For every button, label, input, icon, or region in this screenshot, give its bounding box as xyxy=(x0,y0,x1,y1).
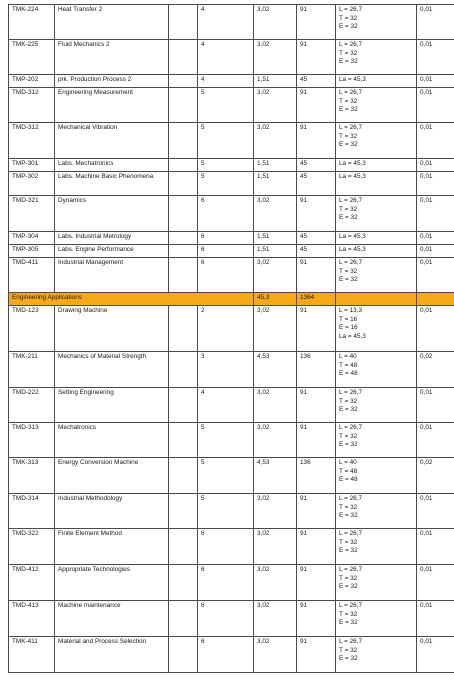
load-line: T = 48 xyxy=(339,467,358,475)
course-code: TMP-301 xyxy=(9,159,55,172)
table-row xyxy=(9,388,454,423)
empty-cell xyxy=(169,123,198,159)
course-load xyxy=(336,601,417,637)
table-row xyxy=(9,172,454,196)
course-load xyxy=(336,565,417,601)
table-row xyxy=(9,637,454,673)
course-name: Fluid Mechanics 2 xyxy=(55,40,169,75)
empty-cell xyxy=(169,5,198,40)
table-row xyxy=(9,196,454,232)
course-credits: 3,02 xyxy=(254,565,297,601)
course-code: TMD-321 xyxy=(9,196,55,232)
empty-cell xyxy=(169,172,198,196)
table-row xyxy=(9,5,454,40)
course-load xyxy=(336,123,417,159)
table-row xyxy=(9,123,454,159)
course-load xyxy=(336,232,417,245)
course-semester: 5 xyxy=(198,159,254,172)
empty-cell xyxy=(169,565,198,601)
course-name: Machine maintenance xyxy=(55,601,169,637)
course-credits: 3,02 xyxy=(254,258,297,293)
course-hours: 91 xyxy=(297,306,336,352)
load-line: L = 26,7 xyxy=(339,89,363,96)
course-load xyxy=(336,88,417,123)
course-semester: 6 xyxy=(198,196,254,232)
course-code: TMP-202 xyxy=(9,75,55,88)
table-row xyxy=(9,306,454,352)
course-hours: 91 xyxy=(297,258,336,293)
table-row xyxy=(9,565,454,601)
load-line: E = 32 xyxy=(339,141,358,148)
load-line: L = 26,7 xyxy=(339,602,363,609)
course-hours: 91 xyxy=(297,529,336,565)
course-ratio: 0,01 xyxy=(417,5,454,40)
table-row xyxy=(9,159,454,172)
load-line: L = 26,7 xyxy=(339,424,363,431)
course-hours: 45 xyxy=(297,232,336,245)
course-hours: 91 xyxy=(297,388,336,423)
course-load xyxy=(336,5,417,40)
load-line: T = 32 xyxy=(339,503,358,511)
course-load xyxy=(336,423,417,458)
load-line: E = 32 xyxy=(339,58,358,65)
course-load xyxy=(336,352,417,388)
course-credits: 3,02 xyxy=(254,5,297,40)
course-code: TMD-312 xyxy=(9,88,55,123)
table-row xyxy=(9,458,454,494)
course-ratio: 0,01 xyxy=(417,423,454,458)
load-line: T = 32 xyxy=(339,132,358,140)
course-code: TMK-411 xyxy=(9,637,55,673)
load-line: L = 13,3 xyxy=(339,307,363,314)
load-line: L = 26,7 xyxy=(339,495,363,502)
course-name: Mechanics of Material Strength xyxy=(55,352,169,388)
course-code: TMK-313 xyxy=(9,458,55,494)
load-line: E = 32 xyxy=(339,23,358,30)
course-credits: 1,51 xyxy=(254,172,297,196)
course-name: Industrial Management xyxy=(55,258,169,293)
course-credits: 3,02 xyxy=(254,40,297,75)
course-ratio: 0,01 xyxy=(417,494,454,529)
course-semester: 4 xyxy=(198,75,254,88)
section-label: Engineering Applications xyxy=(9,293,254,306)
load-line: E = 32 xyxy=(339,406,358,413)
table-row xyxy=(9,423,454,458)
course-semester: 2 xyxy=(198,306,254,352)
course-ratio: 0,01 xyxy=(417,529,454,565)
section-ratio-cell xyxy=(417,293,454,306)
course-ratio: 0,01 xyxy=(417,258,454,293)
course-name: Industrial Methodology xyxy=(55,494,169,529)
course-ratio: 0,01 xyxy=(417,75,454,88)
curriculum-sheet xyxy=(8,4,448,673)
load-line: E = 32 xyxy=(339,106,358,113)
empty-cell xyxy=(169,601,198,637)
load-line: L = 26,7 xyxy=(339,197,363,204)
course-semester: 6 xyxy=(198,232,254,245)
empty-cell xyxy=(169,196,198,232)
course-load xyxy=(336,458,417,494)
course-credits: 1,51 xyxy=(254,232,297,245)
load-line: T = 32 xyxy=(339,538,358,546)
course-ratio: 0,01 xyxy=(417,40,454,75)
course-hours: 91 xyxy=(297,494,336,529)
load-line: L = 40 xyxy=(339,459,357,466)
load-line: E = 32 xyxy=(339,214,358,221)
course-load xyxy=(336,172,417,196)
load-line: E = 32 xyxy=(339,619,358,626)
course-load xyxy=(336,196,417,232)
course-name: Heat Transfer 2 xyxy=(55,5,169,40)
load-line: E = 32 xyxy=(339,655,358,662)
course-semester: 3 xyxy=(198,352,254,388)
load-line: T = 32 xyxy=(339,14,358,22)
course-hours: 45 xyxy=(297,245,336,258)
table-row xyxy=(9,494,454,529)
load-line: La = 45,3 xyxy=(339,76,366,83)
course-hours: 45 xyxy=(297,75,336,88)
course-credits: 1,51 xyxy=(254,75,297,88)
load-line: T = 32 xyxy=(339,267,358,275)
course-credits: 3,02 xyxy=(254,196,297,232)
load-line: L = 26,7 xyxy=(339,566,363,573)
load-line: L = 26,7 xyxy=(339,389,363,396)
load-line: T = 32 xyxy=(339,397,358,405)
course-ratio: 0,01 xyxy=(417,123,454,159)
course-credits: 4,53 xyxy=(254,458,297,494)
empty-cell xyxy=(169,458,198,494)
load-line: T = 32 xyxy=(339,205,358,213)
load-line: E = 32 xyxy=(339,276,358,283)
course-code: TMD-413 xyxy=(9,601,55,637)
empty-cell xyxy=(169,529,198,565)
course-load xyxy=(336,159,417,172)
course-semester: 4 xyxy=(198,388,254,423)
load-line: E = 32 xyxy=(339,441,358,448)
course-credits: 3,02 xyxy=(254,123,297,159)
course-ratio: 0,01 xyxy=(417,637,454,673)
course-code: TMD-322 xyxy=(9,529,55,565)
course-credits: 3,02 xyxy=(254,529,297,565)
course-semester: 6 xyxy=(198,258,254,293)
course-hours: 91 xyxy=(297,601,336,637)
course-credits: 3,02 xyxy=(254,306,297,352)
course-name: Energy Conversion Machine xyxy=(55,458,169,494)
load-line: T = 32 xyxy=(339,646,358,654)
table-row xyxy=(9,258,454,293)
course-hours: 91 xyxy=(297,40,336,75)
course-ratio: 0,01 xyxy=(417,196,454,232)
course-ratio: 0,02 xyxy=(417,458,454,494)
course-load xyxy=(336,529,417,565)
course-credits: 3,02 xyxy=(254,637,297,673)
load-line: L = 26,7 xyxy=(339,6,363,13)
empty-cell xyxy=(169,258,198,293)
course-hours: 91 xyxy=(297,196,336,232)
course-code: TMD-222 xyxy=(9,388,55,423)
table-row xyxy=(9,40,454,75)
load-line: La = 45,3 xyxy=(339,246,366,253)
section-credits: 45,3 xyxy=(254,293,297,306)
load-line: T = 32 xyxy=(339,97,358,105)
course-load xyxy=(336,494,417,529)
course-credits: 1,51 xyxy=(254,159,297,172)
load-line: L = 26,7 xyxy=(339,124,363,131)
course-hours: 91 xyxy=(297,5,336,40)
load-line: T = 16 xyxy=(339,315,358,323)
empty-cell xyxy=(169,637,198,673)
load-line: T = 32 xyxy=(339,49,358,57)
table-row xyxy=(9,601,454,637)
load-line: E = 32 xyxy=(339,512,358,519)
load-line: E = 48 xyxy=(339,476,358,483)
course-hours: 45 xyxy=(297,172,336,196)
load-line: E = 48 xyxy=(339,370,358,377)
course-load xyxy=(336,637,417,673)
empty-cell xyxy=(169,75,198,88)
course-load xyxy=(336,388,417,423)
empty-cell xyxy=(169,306,198,352)
course-credits: 3,02 xyxy=(254,88,297,123)
course-semester: 5 xyxy=(198,88,254,123)
course-code: TMD-123 xyxy=(9,306,55,352)
course-load xyxy=(336,75,417,88)
course-ratio: 0,02 xyxy=(417,352,454,388)
course-ratio: 0,01 xyxy=(417,88,454,123)
empty-cell xyxy=(169,494,198,529)
course-semester: 5 xyxy=(198,423,254,458)
empty-cell xyxy=(169,88,198,123)
course-semester: 5 xyxy=(198,458,254,494)
load-line: E = 32 xyxy=(339,547,358,554)
course-semester: 6 xyxy=(198,565,254,601)
course-hours: 91 xyxy=(297,565,336,601)
course-credits: 3,02 xyxy=(254,494,297,529)
course-name: Engineering Measurement xyxy=(55,88,169,123)
empty-cell xyxy=(169,388,198,423)
course-ratio: 0,01 xyxy=(417,601,454,637)
course-code: TMD-411 xyxy=(9,258,55,293)
course-name: prk. Production Process 2 xyxy=(55,75,169,88)
course-semester: 6 xyxy=(198,601,254,637)
load-line: L = 26,7 xyxy=(339,638,363,645)
empty-cell xyxy=(169,423,198,458)
load-line: T = 32 xyxy=(339,574,358,582)
course-code: TMP-305 xyxy=(9,245,55,258)
load-line: L = 40 xyxy=(339,353,357,360)
course-name: Drawing Machine xyxy=(55,306,169,352)
course-semester: 5 xyxy=(198,123,254,159)
section-load-cell xyxy=(336,293,417,306)
course-hours: 136 xyxy=(297,352,336,388)
course-semester: 4 xyxy=(198,40,254,75)
course-semester: 6 xyxy=(198,637,254,673)
table-row xyxy=(9,245,454,258)
empty-cell xyxy=(169,245,198,258)
course-load xyxy=(336,306,417,352)
section-row xyxy=(9,293,454,306)
load-line: La = 45,3 xyxy=(339,233,366,240)
course-code: TMK-211 xyxy=(9,352,55,388)
course-load xyxy=(336,258,417,293)
course-credits: 3,02 xyxy=(254,601,297,637)
course-code: TMD-412 xyxy=(9,565,55,601)
load-line: E = 16 xyxy=(339,324,358,331)
course-ratio: 0,01 xyxy=(417,306,454,352)
load-line: T = 48 xyxy=(339,361,358,369)
course-name: Appropriate Technologies xyxy=(55,565,169,601)
empty-cell xyxy=(169,352,198,388)
load-line: La = 45,3 xyxy=(339,160,366,167)
course-semester: 6 xyxy=(198,245,254,258)
course-ratio: 0,01 xyxy=(417,245,454,258)
course-semester: 5 xyxy=(198,494,254,529)
empty-cell xyxy=(169,159,198,172)
course-hours: 136 xyxy=(297,458,336,494)
load-line: La = 45,3 xyxy=(339,173,366,180)
course-name: Mechatronics xyxy=(55,423,169,458)
course-name: Finite Element Method xyxy=(55,529,169,565)
course-ratio: 0,01 xyxy=(417,172,454,196)
course-code: TMD-313 xyxy=(9,423,55,458)
course-hours: 91 xyxy=(297,88,336,123)
course-ratio: 0,01 xyxy=(417,232,454,245)
course-credits: 3,02 xyxy=(254,423,297,458)
course-semester: 4 xyxy=(198,5,254,40)
table-row xyxy=(9,529,454,565)
load-line: L = 26,7 xyxy=(339,259,363,266)
table-row xyxy=(9,75,454,88)
course-name: Labs. Industrial Metrology xyxy=(55,232,169,245)
load-line: E = 32 xyxy=(339,583,358,590)
table-row xyxy=(9,232,454,245)
course-ratio: 0,01 xyxy=(417,159,454,172)
course-credits: 1,51 xyxy=(254,245,297,258)
curriculum-table xyxy=(8,4,454,673)
course-code: TMD-312 xyxy=(9,123,55,159)
curriculum-table-body xyxy=(9,5,454,673)
course-code: TMP-304 xyxy=(9,232,55,245)
table-row xyxy=(9,352,454,388)
load-line: T = 32 xyxy=(339,432,358,440)
course-ratio: 0,01 xyxy=(417,388,454,423)
course-credits: 4,53 xyxy=(254,352,297,388)
section-hours: 1364 xyxy=(297,293,336,306)
load-line: L = 26,7 xyxy=(339,530,363,537)
course-name: Setting Engineering xyxy=(55,388,169,423)
course-hours: 45 xyxy=(297,159,336,172)
course-name: Labs. Engine Performance xyxy=(55,245,169,258)
load-line: L = 26,7 xyxy=(339,41,363,48)
course-semester: 5 xyxy=(198,172,254,196)
course-name: Mechanical Vibration xyxy=(55,123,169,159)
course-semester: 6 xyxy=(198,529,254,565)
course-hours: 91 xyxy=(297,123,336,159)
load-line: La = 45,3 xyxy=(339,332,366,340)
empty-cell xyxy=(169,40,198,75)
course-code: TMD-314 xyxy=(9,494,55,529)
course-name: Material and Process Selection xyxy=(55,637,169,673)
course-hours: 91 xyxy=(297,637,336,673)
course-load xyxy=(336,245,417,258)
course-name: Labs. Mechatronics xyxy=(55,159,169,172)
course-code: TMK-224 xyxy=(9,5,55,40)
course-code: TMP-302 xyxy=(9,172,55,196)
course-load xyxy=(336,40,417,75)
course-ratio: 0,01 xyxy=(417,565,454,601)
course-code: TMK-225 xyxy=(9,40,55,75)
table-row xyxy=(9,88,454,123)
course-credits: 3,02 xyxy=(254,388,297,423)
course-name: Dynamics xyxy=(55,196,169,232)
load-line: T = 32 xyxy=(339,610,358,618)
empty-cell xyxy=(169,232,198,245)
course-name: Labs. Machine Basic Phenomena xyxy=(55,172,169,196)
course-hours: 91 xyxy=(297,423,336,458)
